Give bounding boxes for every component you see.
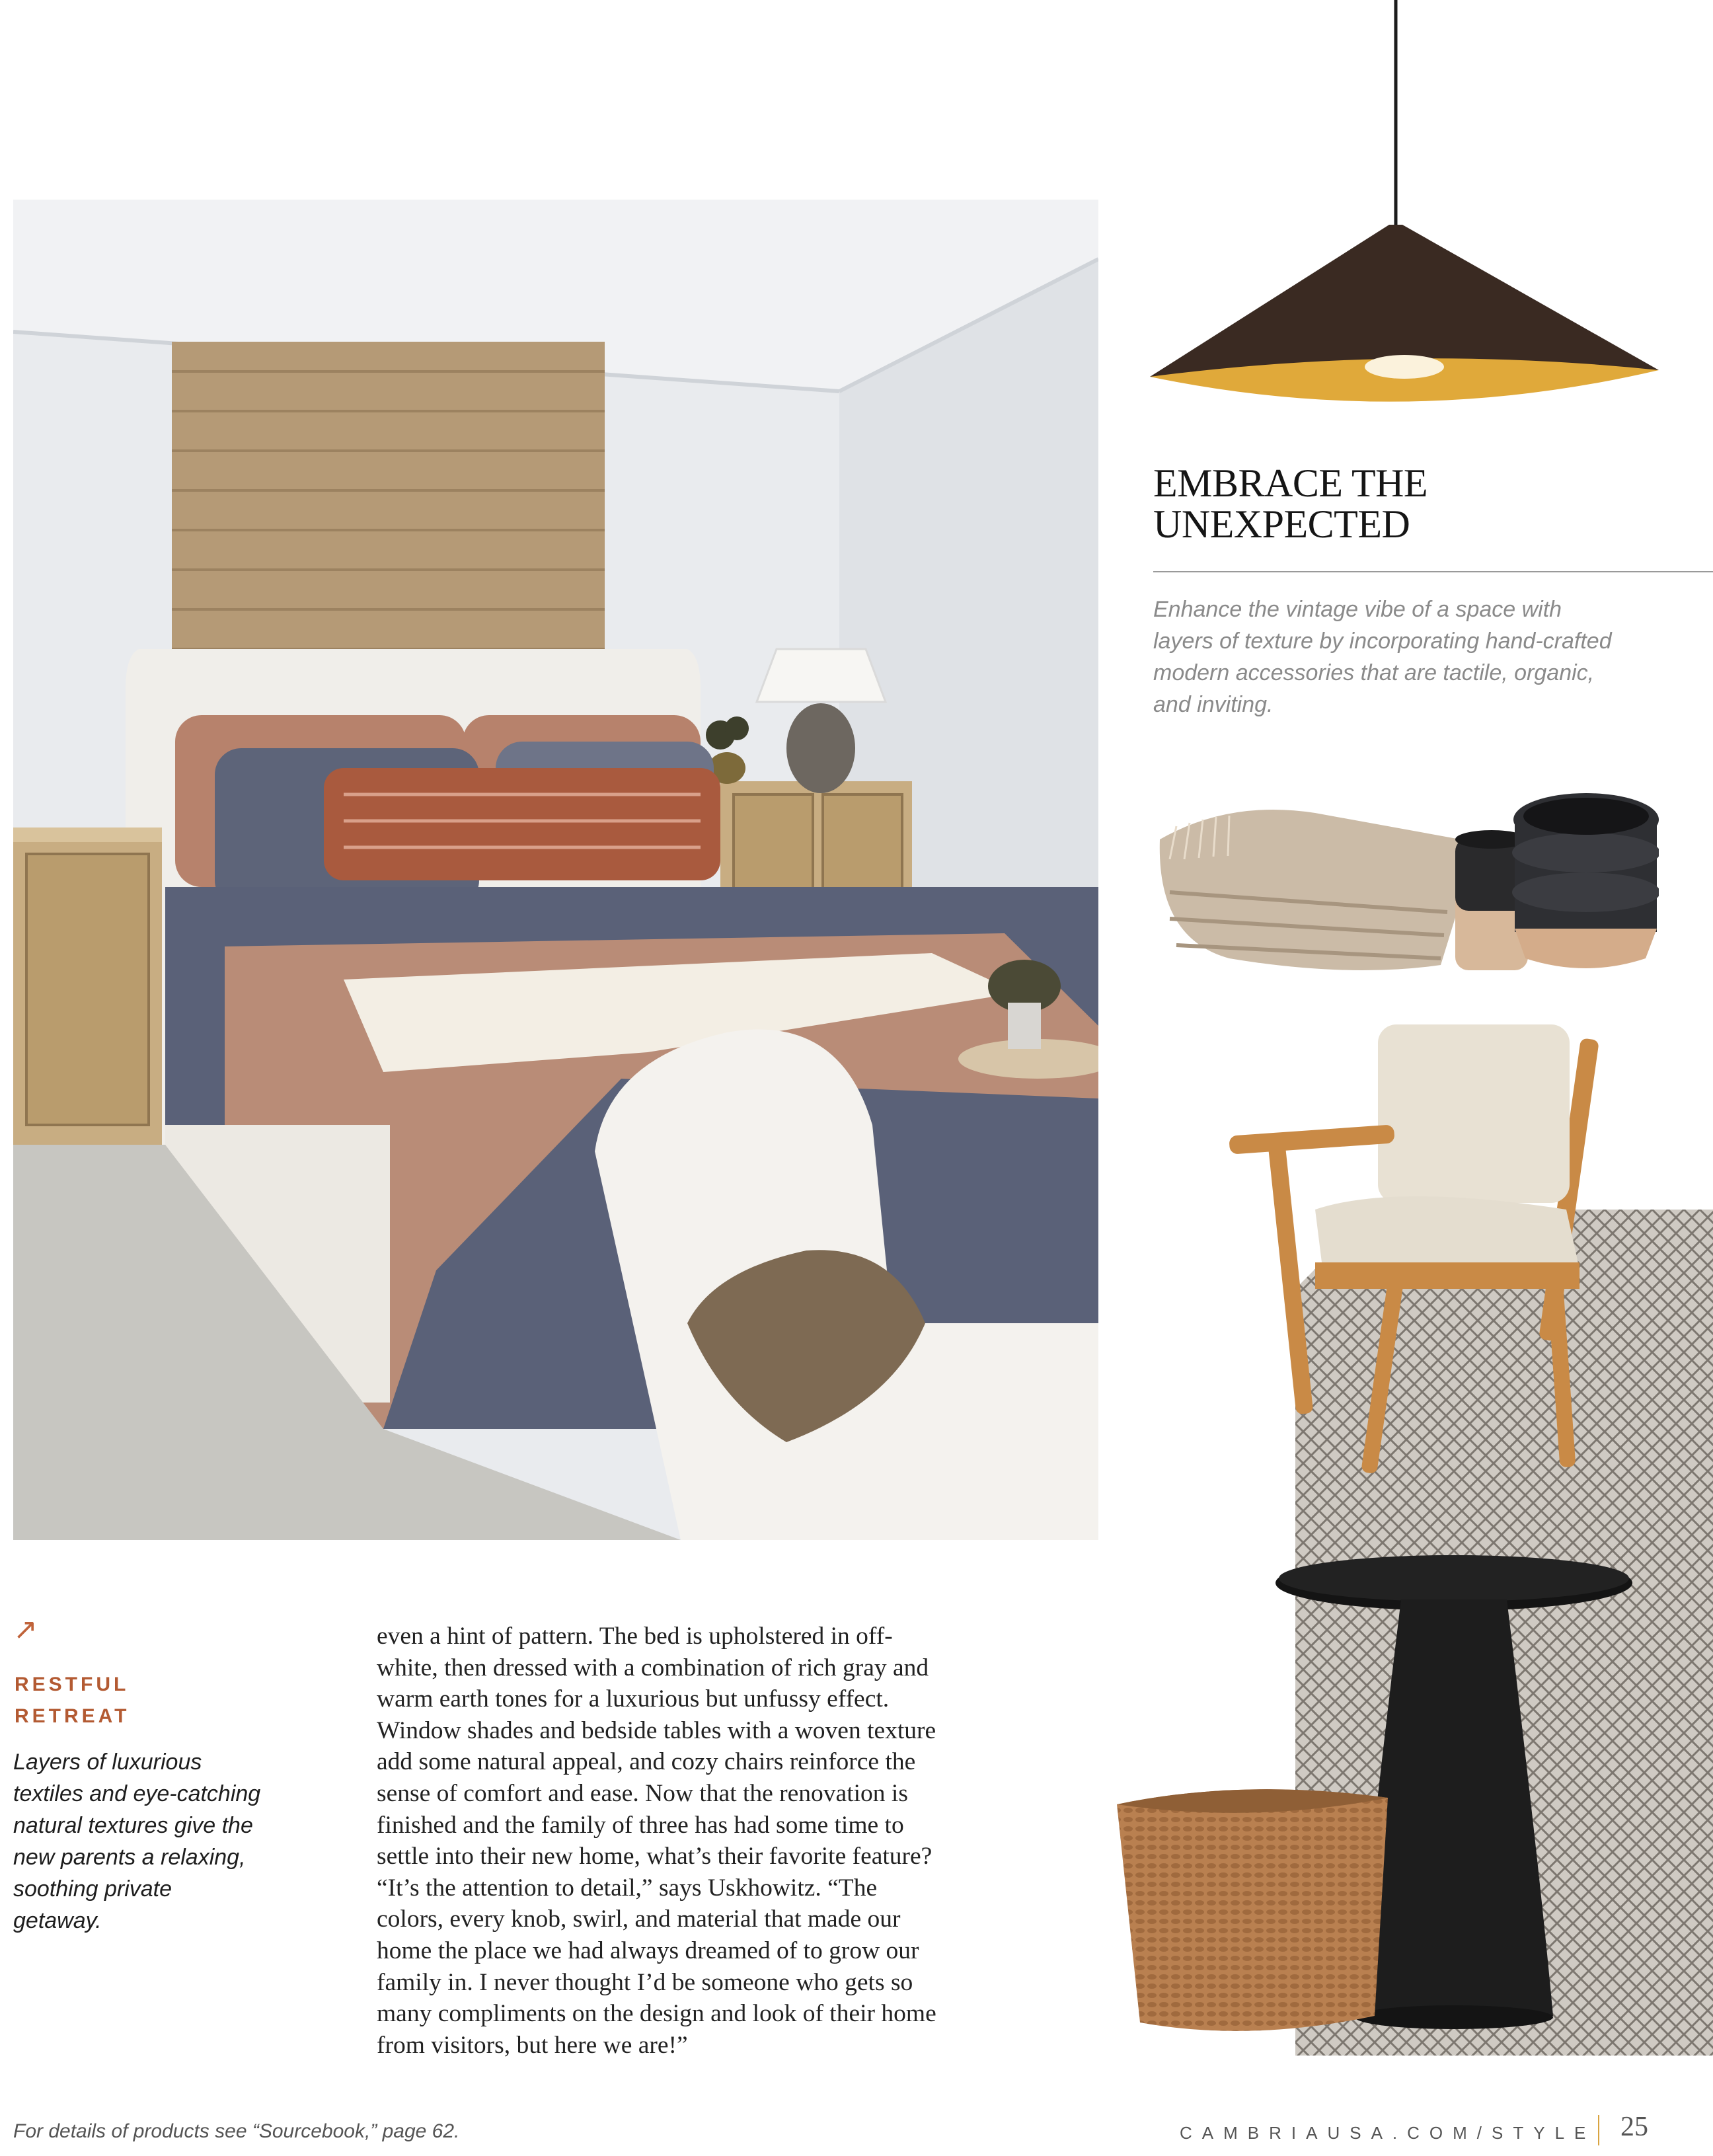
photo-caption: Layers of luxurious textiles and eye-catching natural textures give the new parents a relaxing, soothing private getaway. [13, 1750, 261, 1933]
bedroom-photo [13, 200, 1098, 1540]
site-url: CAMBRIAUSA.COM/STYLE [1180, 2123, 1596, 2143]
footer-separator [1598, 2115, 1599, 2145]
woven-basket-image [1110, 1778, 1401, 2042]
feature-headline [1153, 463, 1616, 545]
page-number: 25 [1620, 2112, 1648, 2142]
kicker-line-1: RESTFUL [15, 1674, 130, 1695]
armchair-image [1223, 1011, 1646, 1487]
headline-line-1: EMBRACE THE [1153, 461, 1428, 505]
feature-deck: Enhance the vintage vibe of a space with layers of texture by incorporating hand-crafted modern accessories that are tactile, organic, and inviting. [1153, 597, 1612, 717]
section-kicker [15, 1669, 186, 1732]
arrow-icon: ↗ [13, 1613, 38, 1646]
product-credit: For details of products see “Sourcebook,” page 62. [13, 2120, 460, 2142]
headline-line-2: UNEXPECTED [1153, 502, 1410, 546]
pendant-lamp-image [1143, 0, 1665, 423]
headline-divider [1153, 571, 1713, 572]
kicker-line-2: RETREAT [15, 1705, 130, 1727]
article-body: even a hint of pattern. The bed is upholstered in off- white, then dressed with a combination of rich gray and warm earth tones for a luxurious but unfussy effect. Window shades and bedside tables with a woven texture add some natural appeal, and cozy chairs reinforce the sense of comfort and ease. Now that the renovation is finished and the family of three has had some time to settle into their new home, what’s their favorite feature? “It’s the attention to detail,” says Uskhowitz. “The colors, every knob, swirl, and material that made our home the place we had always dreamed of to grow our family in. I never thought I’d be someone who gets so many compliments on the design and look of their home from visitors, but here we are!” [377, 1623, 936, 2059]
throw-and-vessels-image [1150, 760, 1659, 978]
